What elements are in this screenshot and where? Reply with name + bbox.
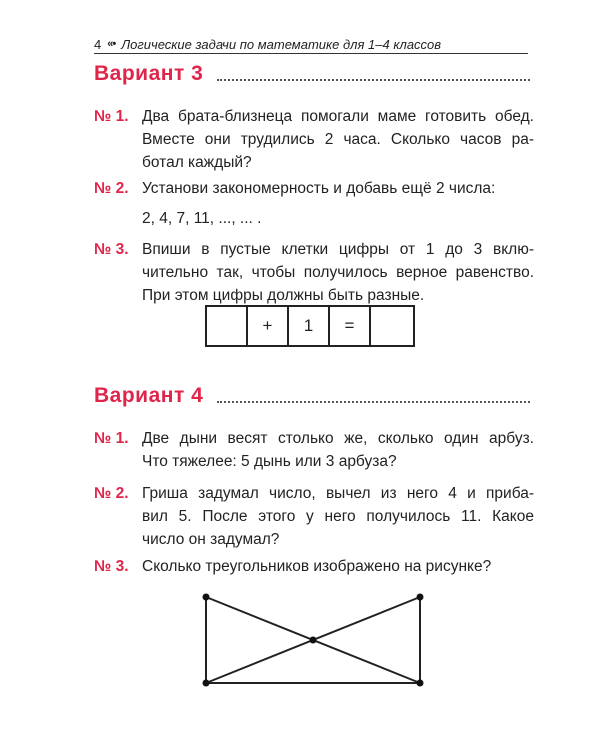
variant-4-task-3 xyxy=(94,555,534,578)
one-cell: 1 xyxy=(289,307,330,345)
page-number: 4 xyxy=(94,36,102,52)
task-line: Вместе они трудились 2 часа. Сколько часов ра- xyxy=(142,131,534,148)
task-line: Что тяжелее: 5 дынь или 3 арбуза? xyxy=(142,453,397,470)
variant-4-task-1 xyxy=(94,427,534,473)
task-number: № 3. xyxy=(94,241,129,258)
task-number: № 2. xyxy=(94,180,129,197)
task-line: Впиши в пустые клетки цифры от 1 до 3 вклю- xyxy=(142,241,534,258)
empty-cell[interactable] xyxy=(207,307,248,345)
task-text xyxy=(142,427,534,473)
variant-3-title: Вариант 3 xyxy=(94,62,204,85)
task-line: 2, 4, 7, 11, ..., ... . xyxy=(142,210,262,227)
task-line: чительно так, чтобы получилось верное равенство. xyxy=(142,264,534,281)
figure-vertex xyxy=(310,637,317,644)
task-number: № 2. xyxy=(94,485,129,502)
variant-4-title: Вариант 4 xyxy=(94,384,204,407)
triangles-figure xyxy=(195,585,435,695)
equals-cell: = xyxy=(330,307,371,345)
equation-grid xyxy=(205,305,415,347)
task-line: Сколько треугольников изображено на рисунке? xyxy=(142,558,492,575)
figure-vertex xyxy=(417,594,424,601)
task-number: № 1. xyxy=(94,430,129,447)
book-title: Логические задачи по математике для 1–4 классов xyxy=(121,36,442,52)
task-line: При этом цифры должны быть разные. xyxy=(142,287,425,304)
variant-3-task-1 xyxy=(94,105,534,174)
dotted-line xyxy=(217,78,530,81)
task-text xyxy=(142,105,534,174)
task-line: ботал каждый? xyxy=(142,154,252,171)
dotted-line xyxy=(217,400,530,403)
figure-vertex xyxy=(203,594,210,601)
task-text xyxy=(142,482,534,551)
figure-vertex xyxy=(203,680,210,687)
task-number: № 3. xyxy=(94,558,129,575)
variant-4-task-2 xyxy=(94,482,534,551)
empty-cell[interactable] xyxy=(371,307,413,345)
task-text xyxy=(142,238,534,307)
header-mark: «• xyxy=(107,38,116,50)
task-line: Два брата-близнеца помогали маме готовить обед. xyxy=(142,108,534,125)
variant-4-heading xyxy=(94,384,530,408)
task-line: Две дыни весят столько же, сколько один арбуз. xyxy=(142,430,534,447)
task-line: число он задумал? xyxy=(142,531,280,548)
plus-cell: + xyxy=(248,307,289,345)
task-line: Установи закономерность и добавь ещё 2 числа: xyxy=(142,180,496,197)
variant-3-task-2 xyxy=(94,177,534,230)
task-number: № 1. xyxy=(94,108,129,125)
variant-3-task-3 xyxy=(94,238,534,307)
task-line: Гриша задумал число, вычел из него 4 и приба- xyxy=(142,485,534,502)
task-text xyxy=(142,177,534,230)
figure-vertex xyxy=(417,680,424,687)
page-header xyxy=(94,35,528,54)
variant-3-heading xyxy=(94,62,530,86)
task-text xyxy=(142,555,534,578)
task-line: вил 5. После этого у него получилось 11. Какое xyxy=(142,508,534,525)
